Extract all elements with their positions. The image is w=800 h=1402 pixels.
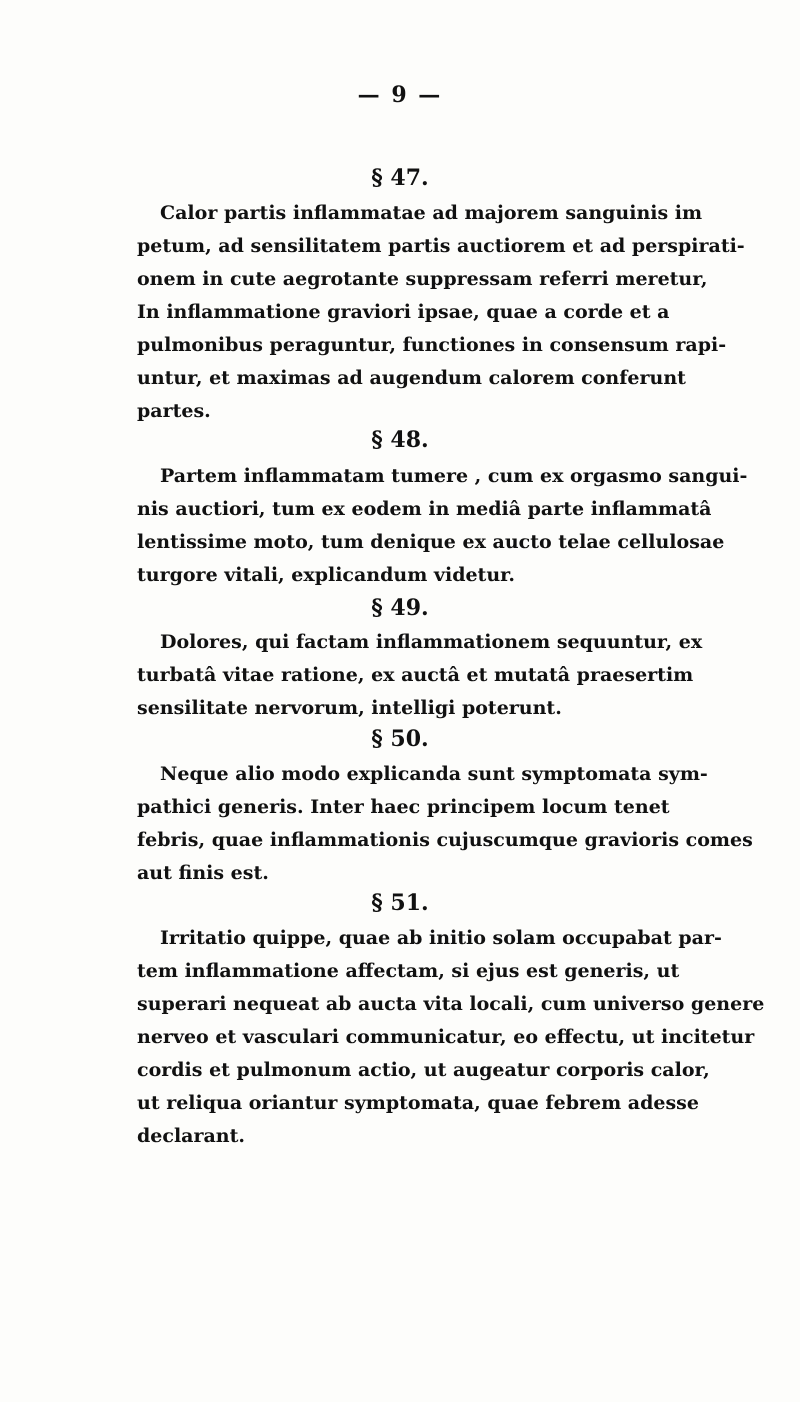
text-line: In inflammatione graviori ipsae, quae a corde et a <box>137 301 670 323</box>
text-line: tem inflammatione affectam, si ejus est generis, ut <box>137 960 680 982</box>
text-line: turbatâ vitae ratione, ex auctâ et mutatâ praesertim <box>137 664 694 686</box>
text-line: Calor partis inflammatae ad majorem sanguinis im <box>160 202 703 224</box>
text-line: aut finis est. <box>137 862 269 884</box>
text-line: cordis et pulmonum actio, ut augeatur corporis calor, <box>137 1059 710 1081</box>
section-51-paragraph <box>137 922 765 1153</box>
text-line: nerveo et vasculari communicatur, eo effectu, ut incitetur <box>137 1026 755 1048</box>
section-heading-47: § 47. <box>371 165 429 191</box>
text-line: lentissime moto, tum denique ex aucto telae cellulosae <box>137 531 725 553</box>
section-48-paragraph <box>137 460 748 592</box>
section-49-paragraph <box>137 626 703 725</box>
text-line: untur, et maximas ad augendum calorem conferunt <box>137 367 686 389</box>
text-line: declarant. <box>137 1125 245 1147</box>
section-heading-48: § 48. <box>371 427 429 453</box>
text-line: onem in cute aegrotante suppressam referri meretur, <box>137 268 708 290</box>
text-line: pathici generis. Inter haec principem locum tenet <box>137 796 670 818</box>
text-line: febris, quae inflammationis cujuscumque gravioris comes <box>137 829 753 851</box>
text-line: ut reliqua oriantur symptomata, quae febrem adesse <box>137 1092 699 1114</box>
section-50-paragraph <box>137 758 753 890</box>
section-heading-51: § 51. <box>371 890 429 916</box>
section-47-paragraph <box>137 197 745 428</box>
text-line: petum, ad sensilitatem partis auctiorem et ad perspirati- <box>137 235 745 257</box>
text-line: Partem inflammatam tumere , cum ex orgasmo sangui- <box>160 465 748 487</box>
text-line: partes. <box>137 400 211 422</box>
text-line: Dolores, qui factam inflammationem sequuntur, ex <box>160 631 703 653</box>
text-line: Irritatio quippe, quae ab initio solam occupabat par- <box>160 927 722 949</box>
section-heading-49: § 49. <box>371 595 429 621</box>
text-line: nis auctiori, tum ex eodem in mediâ parte inflammatâ <box>137 498 712 520</box>
text-line: pulmonibus peraguntur, functiones in consensum rapi- <box>137 334 727 356</box>
page-number: — 9 — <box>357 82 443 108</box>
text-line: superari nequeat ab aucta vita locali, cum universo genere <box>137 993 765 1015</box>
text-line: sensilitate nervorum, intelligi poterunt. <box>137 697 562 719</box>
section-heading-50: § 50. <box>371 726 429 752</box>
text-line: Neque alio modo explicanda sunt symptomata sym- <box>160 763 708 785</box>
text-line: turgore vitali, explicandum videtur. <box>137 564 516 586</box>
